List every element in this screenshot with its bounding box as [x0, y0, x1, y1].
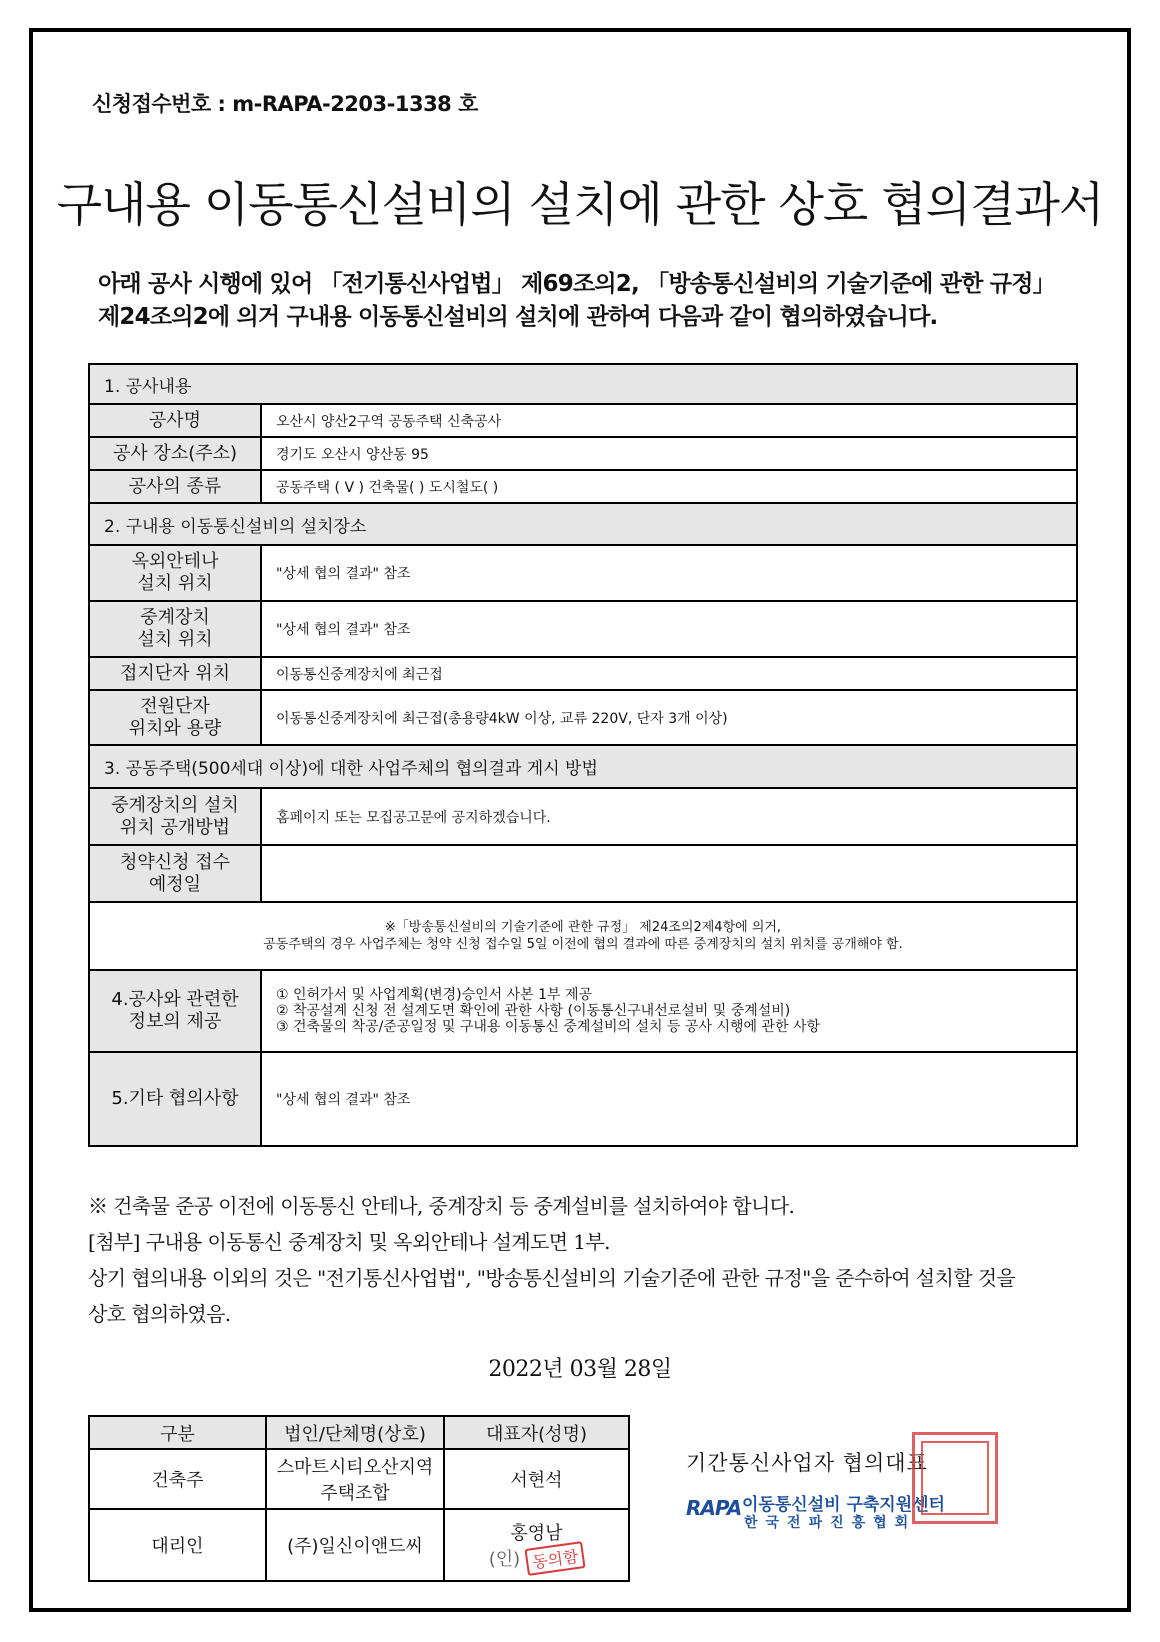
- info-label-line-1: 4.공사와 관련한: [111, 989, 239, 1010]
- type-label: 공사의 종류: [89, 470, 261, 503]
- disclosure-note: [89, 902, 1077, 970]
- subscription-label-line-1: 청약신청 접수: [119, 851, 231, 873]
- info-item-1: ① 인허가서 및 사업계획(변경)승인서 사본 1부 제공: [276, 987, 593, 1003]
- repeater-value: "상세 협의 결과" 참조: [261, 601, 1077, 657]
- location-label: 공사 장소(주소): [89, 437, 261, 470]
- seal-prefix: (인): [488, 1548, 521, 1570]
- repeater-label-line-2: 설치 위치: [137, 629, 213, 650]
- intro-line-1: 아래 공사 시행에 있어 「전기통신사업법」 제69조의2, 「방송통신설비의 기술기준에 관한 규정」: [98, 271, 1055, 297]
- info-item-2: ② 착공설계 신청 전 설계도면 확인에 관한 사항 (이동통신구내선로설비 및 중계설비): [276, 1003, 791, 1019]
- other-value: "상세 협의 결과" 참조: [261, 1052, 1077, 1146]
- sig-row1-org: [266, 1449, 444, 1509]
- subscription-label: [89, 845, 261, 902]
- remarks-line-1: ※ 건축물 준공 이전에 이동통신 안테나, 중계장치 등 중계설비를 설치하여야 합니다.: [88, 1194, 795, 1218]
- sig-row1-org-line-1: 스마트시티오산지역: [276, 1457, 434, 1478]
- application-number: 신청접수번호 : m-RAPA-2203-1338 호: [92, 92, 478, 116]
- agency-label: 기간통신사업자 협의대표: [686, 1451, 928, 1475]
- power-label-line-2: 위치와 용량: [128, 717, 222, 739]
- repeater-label: [89, 601, 261, 657]
- antenna-label-line-1: 옥외안테나: [131, 551, 219, 572]
- power-label: [89, 690, 261, 745]
- disclose-label-line-2: 위치 공개방법: [119, 816, 231, 838]
- sig-header-rep: 대표자(성명): [444, 1416, 629, 1449]
- antenna-value: "상세 협의 결과" 참조: [261, 545, 1077, 601]
- repeater-label-line-1: 중계장치: [140, 607, 210, 628]
- section-1-heading: 1. 공사내용: [89, 364, 1077, 404]
- sig-row2-org: (주)일신이앤드씨: [266, 1509, 444, 1581]
- type-value: 공동주택 ( V ) 건축물( ) 도시철도( ): [261, 470, 1077, 503]
- info-label: [89, 970, 261, 1052]
- disclose-value: 홈페이지 또는 모집공고문에 공지하겠습니다.: [261, 788, 1077, 845]
- intro-paragraph: [98, 268, 1078, 334]
- official-seal-icon: [912, 1432, 998, 1524]
- remarks: [88, 1188, 1088, 1332]
- project-name-label: 공사명: [89, 404, 261, 437]
- disclose-label: [89, 788, 261, 845]
- signature-table: [88, 1415, 630, 1582]
- power-label-line-1: 전원단자: [140, 695, 210, 717]
- remarks-line-2: [첨부] 구내용 이동통신 중계장치 및 옥외안테나 설계도면 1부.: [88, 1230, 610, 1254]
- sig-row2-rep: [444, 1509, 629, 1581]
- rapa-org-name: 한국전파진흥협회: [744, 1515, 917, 1531]
- consultation-table: [88, 363, 1078, 1147]
- project-name-value: 오산시 양산2구역 공동주택 신축공사: [261, 404, 1077, 437]
- sig-row2-rep-name: 홍영남: [510, 1522, 563, 1544]
- intro-line-2: 제24조의2에 의거 구내용 이동통신설비의 설치에 관하여 다음과 같이 협의하였습니다.: [98, 304, 938, 330]
- antenna-label-line-2: 설치 위치: [137, 573, 213, 594]
- sig-header-org: 법인/단체명(상호): [266, 1416, 444, 1449]
- info-label-line-2: 정보의 제공: [128, 1011, 222, 1032]
- ground-label: 접지단자 위치: [89, 657, 261, 690]
- section-2-heading: 2. 구내용 이동통신설비의 설치장소: [89, 503, 1077, 545]
- document-date: 2022년 03월 28일: [488, 1357, 672, 1382]
- document-title: 구내용 이동통신설비의 설치에 관한 상호 협의결과서: [56, 178, 1104, 233]
- location-value: 경기도 오산시 양산동 95: [261, 437, 1077, 470]
- remarks-line-3: 상기 협의내용 이외의 것은 "전기통신사업법", "방송통신설비의 기술기준에 관한 규정"을 준수하여 설치할 것을: [88, 1266, 1016, 1290]
- remarks-line-4: 상호 협의하였음.: [88, 1302, 231, 1326]
- antenna-label: [89, 545, 261, 601]
- sig-row2-seal-line: [445, 1545, 628, 1572]
- sig-row1-category: 건축주: [89, 1449, 266, 1509]
- info-value: [261, 970, 1077, 1052]
- sig-row1-org-line-2: 주택조합: [320, 1483, 390, 1504]
- disclosure-note-line-2: 공동주택의 경우 사업주체는 청약 신청 접수일 5일 이전에 협의 결과에 따른 중계장치의 설치 위치를 공개해야 함.: [263, 937, 903, 952]
- section-3-heading: 3. 공동주택(500세대 이상)에 대한 사업주체의 협의결과 게시 방법: [89, 745, 1077, 788]
- subscription-value: [261, 845, 1077, 902]
- disclose-label-line-1: 중계장치의 설치: [111, 794, 239, 816]
- sig-row1-rep: 서현석: [444, 1449, 629, 1509]
- other-label: 5.기타 협의사항: [89, 1052, 261, 1146]
- rapa-logo: RAPA: [686, 1496, 742, 1520]
- sig-row2-category: 대리인: [89, 1509, 266, 1581]
- rapa-center-name: 이동통신설비 구축지원센터: [742, 1495, 945, 1515]
- disclosure-note-line-1: ※「방송통신설비의 기술기준에 관한 규정」 제24조의2제4항에 의거,: [384, 920, 782, 935]
- ground-value: 이동통신중계장치에 최근접: [261, 657, 1077, 690]
- info-item-3: ③ 건축물의 착공/준공일정 및 구내용 이동통신 중계설비의 설치 등 공사 시행에 관한 사항: [276, 1019, 821, 1035]
- sig-header-category: 구분: [89, 1416, 266, 1449]
- seal-inner-border: [921, 1441, 989, 1515]
- subscription-label-line-2: 예정일: [148, 873, 202, 895]
- consent-stamp: 동의함: [524, 1541, 586, 1576]
- power-value: 이동통신중계장치에 최근접(총용량4kW 이상, 교류 220V, 단자 3개 이상): [261, 690, 1077, 745]
